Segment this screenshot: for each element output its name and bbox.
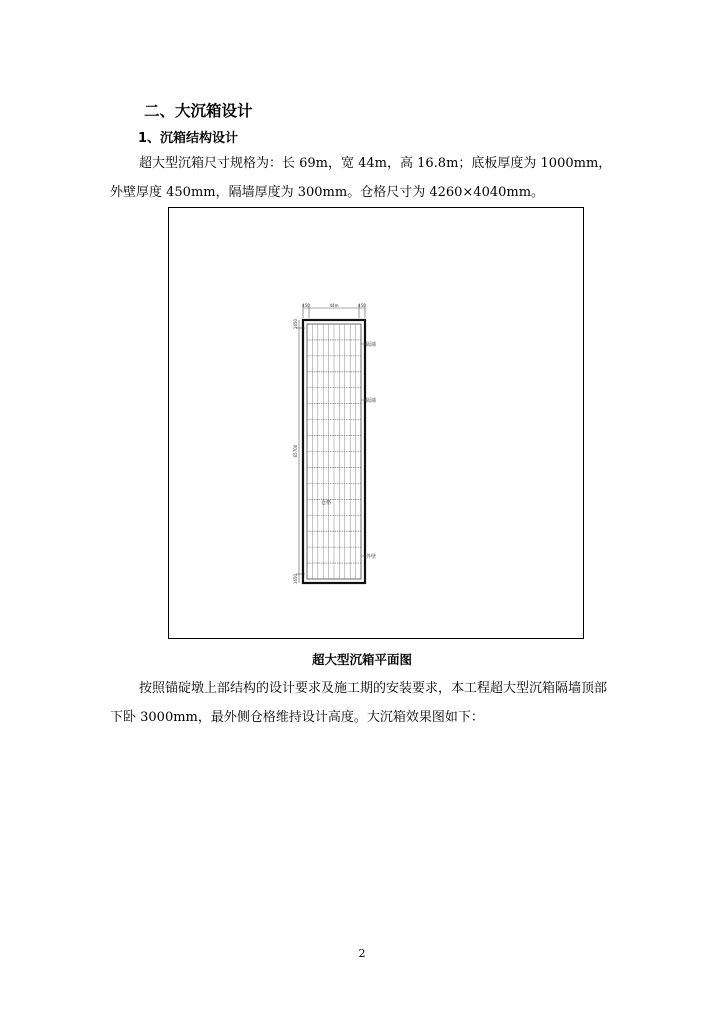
top-dim-left: 450 [302, 303, 310, 308]
installation-paragraph: 按照锚碇墩上部结构的设计要求及施工期的安装要求，本工程超大型沉箱隔墙顶部下卧 3000mm，最外侧仓格维持设计高度。大沉箱效果图如下： [110, 681, 608, 725]
caisson-plan-figure [168, 207, 584, 639]
compartment-grid [307, 324, 361, 579]
page-number: 2 [358, 947, 366, 960]
annotation-compartment: 仓格 [321, 500, 332, 506]
annotation-outer-wall: 外壁 [366, 554, 377, 560]
left-dim-bottom: 1650 [293, 573, 298, 585]
annotation-partition-1: 隔墙 [366, 342, 377, 348]
section-heading: 二、大沉箱设计 [144, 102, 253, 120]
top-dim-middle: 44m [329, 303, 339, 308]
spec-paragraph: 超大型沉箱尺寸规格为：长 69m，宽 44m，高 16.8m；底板厚度为 1000mm，外壁厚度 450mm，隔墙厚度为 300mm。仓格尺寸为 4260×4040mm。 [110, 156, 612, 200]
figure-caption: 超大型沉箱平面图 [311, 652, 412, 667]
left-dim-top: 1650 [293, 318, 298, 330]
annotation-partition-2: 隔墙 [366, 398, 377, 404]
caisson-plan-drawing [169, 208, 583, 638]
top-dim-right: 450 [358, 303, 366, 308]
left-dim-middle: 65700 [293, 444, 298, 458]
subsection-heading: 1、沉箱结构设计 [138, 131, 239, 146]
